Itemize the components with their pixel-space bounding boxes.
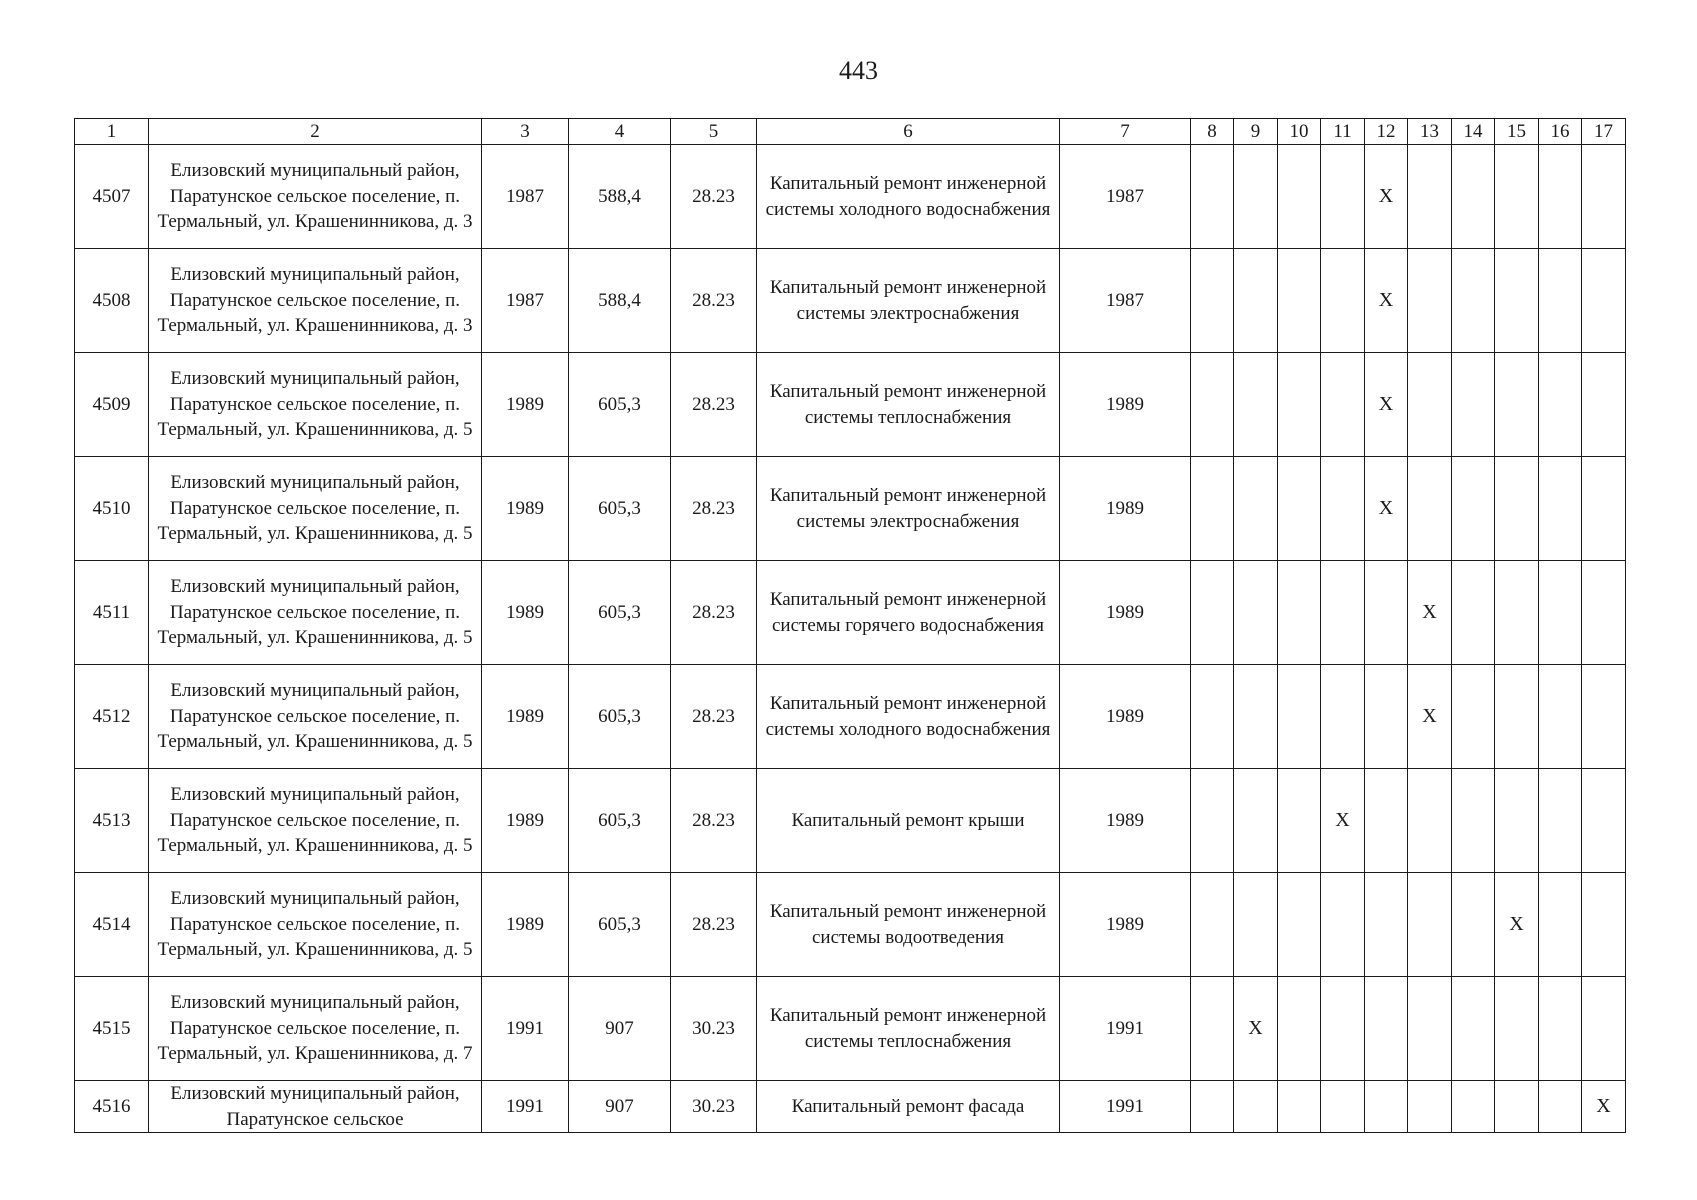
mark-cell-col-13: [1408, 1081, 1452, 1133]
mark-cell-col-10: [1278, 561, 1321, 665]
mark-cell-col-16: [1539, 873, 1582, 977]
row-number-cell: 4512: [75, 665, 149, 769]
column-header: 6: [757, 119, 1060, 145]
row-number-cell: 4507: [75, 145, 149, 249]
mark-cell-col-13: [1408, 977, 1452, 1081]
mark-cell-col-8: [1191, 457, 1234, 561]
mark-cell-col-12: [1365, 665, 1408, 769]
mark-cell-col-16: [1539, 977, 1582, 1081]
mark-cell-col-10: [1278, 249, 1321, 353]
table-row: [75, 977, 1626, 1081]
year-built-cell: 1991: [482, 977, 569, 1081]
mark-cell-col-11: [1321, 561, 1365, 665]
column-header: 9: [1234, 119, 1278, 145]
mark-cell-col-11: [1321, 457, 1365, 561]
mark-cell-col-8: [1191, 353, 1234, 457]
mark-cell-col-14: [1452, 145, 1495, 249]
row-number-cell: 4508: [75, 249, 149, 353]
row-number-cell: 4513: [75, 769, 149, 873]
table-row: [75, 249, 1626, 353]
mark-cell-col-15: [1495, 1081, 1539, 1133]
mark-cell-col-15: [1495, 457, 1539, 561]
column-7-cell: 1991: [1060, 1081, 1191, 1133]
capital-repair-table: [74, 118, 1626, 1133]
area-cell: 605,3: [569, 561, 671, 665]
mark-cell-col-15: [1495, 769, 1539, 873]
mark-cell-col-15: [1495, 353, 1539, 457]
mark-cell-col-12: [1365, 769, 1408, 873]
row-number-cell: 4510: [75, 457, 149, 561]
mark-cell-col-17: [1582, 873, 1626, 977]
column-header: 14: [1452, 119, 1495, 145]
mark-cell-col-17: [1582, 249, 1626, 353]
mark-cell-col-13: X: [1408, 665, 1452, 769]
mark-cell-col-9: [1234, 1081, 1278, 1133]
mark-cell-col-9: [1234, 873, 1278, 977]
table-row: [75, 353, 1626, 457]
column-7-cell: 1989: [1060, 873, 1191, 977]
mark-cell-col-8: [1191, 665, 1234, 769]
mark-cell-col-16: [1539, 249, 1582, 353]
address-cell: Елизовский муниципальный район, Паратунское сельское поселение, п. Термальный, ул. Крашенинникова, д. 3: [149, 145, 482, 249]
work-type-cell: Капитальный ремонт инженерной системы горячего водоснабжения: [757, 561, 1060, 665]
area-cell: 605,3: [569, 665, 671, 769]
address-cell: Елизовский муниципальный район, Паратунское сельское поселение, п. Термальный, ул. Крашенинникова, д. 5: [149, 457, 482, 561]
year-built-cell: 1989: [482, 873, 569, 977]
mark-cell-col-16: [1539, 457, 1582, 561]
work-type-cell: Капитальный ремонт инженерной системы холодного водоснабжения: [757, 145, 1060, 249]
mark-cell-col-15: [1495, 977, 1539, 1081]
mark-cell-col-9: [1234, 353, 1278, 457]
area-cell: 907: [569, 977, 671, 1081]
mark-cell-col-11: [1321, 353, 1365, 457]
column-header: 12: [1365, 119, 1408, 145]
column-header: 13: [1408, 119, 1452, 145]
mark-cell-col-9: [1234, 561, 1278, 665]
mark-cell-col-11: [1321, 1081, 1365, 1133]
year-built-cell: 1989: [482, 353, 569, 457]
mark-cell-col-15: [1495, 561, 1539, 665]
work-type-cell: Капитальный ремонт крыши: [757, 769, 1060, 873]
column-7-cell: 1989: [1060, 665, 1191, 769]
area-cell: 588,4: [569, 249, 671, 353]
mark-cell-col-10: [1278, 1081, 1321, 1133]
column-5-cell: 28.23: [671, 665, 757, 769]
mark-cell-col-12: X: [1365, 145, 1408, 249]
column-5-cell: 28.23: [671, 769, 757, 873]
mark-cell-col-17: [1582, 457, 1626, 561]
mark-cell-col-16: [1539, 561, 1582, 665]
address-cell: Елизовский муниципальный район, Паратунское сельское поселение, п. Термальный, ул. Крашенинникова, д. 5: [149, 873, 482, 977]
address-cell: Елизовский муниципальный район, Паратунское сельское поселение, п. Термальный, ул. Крашенинникова, д. 5: [149, 353, 482, 457]
address-cell: Елизовский муниципальный район, Паратунское сельское: [149, 1081, 482, 1133]
mark-cell-col-10: [1278, 665, 1321, 769]
mark-cell-col-14: [1452, 353, 1495, 457]
column-header: 4: [569, 119, 671, 145]
address-cell: Елизовский муниципальный район, Паратунское сельское поселение, п. Термальный, ул. Крашенинникова, д. 5: [149, 769, 482, 873]
mark-cell-col-13: [1408, 249, 1452, 353]
mark-cell-col-16: [1539, 145, 1582, 249]
column-header: 7: [1060, 119, 1191, 145]
mark-cell-col-17: [1582, 769, 1626, 873]
mark-cell-col-8: [1191, 873, 1234, 977]
table-row: [75, 873, 1626, 977]
mark-cell-col-12: X: [1365, 249, 1408, 353]
mark-cell-col-17: [1582, 977, 1626, 1081]
mark-cell-col-13: [1408, 457, 1452, 561]
mark-cell-col-11: [1321, 145, 1365, 249]
work-type-cell: Капитальный ремонт фасада: [757, 1081, 1060, 1133]
mark-cell-col-14: [1452, 1081, 1495, 1133]
work-type-cell: Капитальный ремонт инженерной системы водоотведения: [757, 873, 1060, 977]
mark-cell-col-17: [1582, 561, 1626, 665]
column-7-cell: 1989: [1060, 457, 1191, 561]
column-5-cell: 28.23: [671, 457, 757, 561]
year-built-cell: 1987: [482, 249, 569, 353]
column-header: 17: [1582, 119, 1626, 145]
mark-cell-col-10: [1278, 457, 1321, 561]
year-built-cell: 1989: [482, 769, 569, 873]
mark-cell-col-11: [1321, 977, 1365, 1081]
work-type-cell: Капитальный ремонт инженерной системы холодного водоснабжения: [757, 665, 1060, 769]
row-number-cell: 4509: [75, 353, 149, 457]
mark-cell-col-14: [1452, 249, 1495, 353]
mark-cell-col-17: [1582, 665, 1626, 769]
mark-cell-col-10: [1278, 977, 1321, 1081]
address-cell: Елизовский муниципальный район, Паратунское сельское поселение, п. Термальный, ул. Крашенинникова, д. 3: [149, 249, 482, 353]
mark-cell-col-13: [1408, 145, 1452, 249]
column-header: 15: [1495, 119, 1539, 145]
mark-cell-col-17: [1582, 145, 1626, 249]
mark-cell-col-13: [1408, 353, 1452, 457]
table-body: [75, 145, 1626, 1133]
mark-cell-col-12: [1365, 977, 1408, 1081]
mark-cell-col-9: [1234, 665, 1278, 769]
mark-cell-col-10: [1278, 873, 1321, 977]
work-type-cell: Капитальный ремонт инженерной системы электроснабжения: [757, 457, 1060, 561]
area-cell: 588,4: [569, 145, 671, 249]
mark-cell-col-10: [1278, 769, 1321, 873]
column-7-cell: 1987: [1060, 249, 1191, 353]
mark-cell-col-14: [1452, 665, 1495, 769]
address-cell: Елизовский муниципальный район, Паратунское сельское поселение, п. Термальный, ул. Крашенинникова, д. 5: [149, 665, 482, 769]
column-header: 1: [75, 119, 149, 145]
mark-cell-col-12: X: [1365, 353, 1408, 457]
mark-cell-col-11: X: [1321, 769, 1365, 873]
area-cell: 605,3: [569, 457, 671, 561]
mark-cell-col-14: [1452, 561, 1495, 665]
column-5-cell: 28.23: [671, 873, 757, 977]
mark-cell-col-9: [1234, 145, 1278, 249]
mark-cell-col-8: [1191, 145, 1234, 249]
table-row: [75, 769, 1626, 873]
mark-cell-col-17: [1582, 353, 1626, 457]
mark-cell-col-8: [1191, 769, 1234, 873]
column-header: 5: [671, 119, 757, 145]
mark-cell-col-9: [1234, 249, 1278, 353]
mark-cell-col-12: [1365, 1081, 1408, 1133]
mark-cell-col-15: [1495, 145, 1539, 249]
mark-cell-col-12: X: [1365, 457, 1408, 561]
table-row: [75, 561, 1626, 665]
work-type-cell: Капитальный ремонт инженерной системы электроснабжения: [757, 249, 1060, 353]
column-5-cell: 28.23: [671, 561, 757, 665]
mark-cell-col-13: [1408, 769, 1452, 873]
column-7-cell: 1991: [1060, 977, 1191, 1081]
year-built-cell: 1991: [482, 1081, 569, 1133]
row-number-cell: 4511: [75, 561, 149, 665]
mark-cell-col-13: [1408, 873, 1452, 977]
mark-cell-col-10: [1278, 353, 1321, 457]
row-number-cell: 4515: [75, 977, 149, 1081]
mark-cell-col-8: [1191, 561, 1234, 665]
mark-cell-col-11: [1321, 249, 1365, 353]
column-header: 16: [1539, 119, 1582, 145]
mark-cell-col-16: [1539, 769, 1582, 873]
mark-cell-col-14: [1452, 873, 1495, 977]
mark-cell-col-13: X: [1408, 561, 1452, 665]
mark-cell-col-9: [1234, 769, 1278, 873]
area-cell: 605,3: [569, 353, 671, 457]
column-header: 2: [149, 119, 482, 145]
column-header: 10: [1278, 119, 1321, 145]
header-row: [75, 119, 1626, 145]
page-number: 443: [839, 56, 878, 85]
table-row: [75, 145, 1626, 249]
work-type-cell: Капитальный ремонт инженерной системы теплоснабжения: [757, 353, 1060, 457]
table-row: [75, 665, 1626, 769]
mark-cell-col-12: [1365, 561, 1408, 665]
column-5-cell: 28.23: [671, 249, 757, 353]
column-header: 8: [1191, 119, 1234, 145]
column-header: 11: [1321, 119, 1365, 145]
mark-cell-col-15: [1495, 665, 1539, 769]
mark-cell-col-15: [1495, 249, 1539, 353]
mark-cell-col-10: [1278, 145, 1321, 249]
mark-cell-col-9: [1234, 457, 1278, 561]
mark-cell-col-8: [1191, 977, 1234, 1081]
table-row: [75, 1081, 1626, 1133]
mark-cell-col-11: [1321, 873, 1365, 977]
year-built-cell: 1989: [482, 665, 569, 769]
mark-cell-col-12: [1365, 873, 1408, 977]
column-7-cell: 1989: [1060, 769, 1191, 873]
area-cell: 605,3: [569, 873, 671, 977]
year-built-cell: 1989: [482, 457, 569, 561]
column-header: 3: [482, 119, 569, 145]
area-cell: 907: [569, 1081, 671, 1133]
year-built-cell: 1989: [482, 561, 569, 665]
row-number-cell: 4514: [75, 873, 149, 977]
mark-cell-col-17: X: [1582, 1081, 1626, 1133]
table-row: [75, 457, 1626, 561]
column-5-cell: 30.23: [671, 977, 757, 1081]
column-7-cell: 1989: [1060, 561, 1191, 665]
column-5-cell: 30.23: [671, 1081, 757, 1133]
column-7-cell: 1987: [1060, 145, 1191, 249]
mark-cell-col-8: [1191, 249, 1234, 353]
mark-cell-col-16: [1539, 353, 1582, 457]
mark-cell-col-15: X: [1495, 873, 1539, 977]
mark-cell-col-14: [1452, 457, 1495, 561]
column-5-cell: 28.23: [671, 353, 757, 457]
work-type-cell: Капитальный ремонт инженерной системы теплоснабжения: [757, 977, 1060, 1081]
year-built-cell: 1987: [482, 145, 569, 249]
mark-cell-col-16: [1539, 1081, 1582, 1133]
mark-cell-col-14: [1452, 769, 1495, 873]
mark-cell-col-16: [1539, 665, 1582, 769]
mark-cell-col-11: [1321, 665, 1365, 769]
row-number-cell: 4516: [75, 1081, 149, 1133]
mark-cell-col-8: [1191, 1081, 1234, 1133]
column-5-cell: 28.23: [671, 145, 757, 249]
mark-cell-col-9: X: [1234, 977, 1278, 1081]
address-cell: Елизовский муниципальный район, Паратунское сельское поселение, п. Термальный, ул. Крашенинникова, д. 5: [149, 561, 482, 665]
area-cell: 605,3: [569, 769, 671, 873]
address-cell: Елизовский муниципальный район, Паратунское сельское поселение, п. Термальный, ул. Крашенинникова, д. 7: [149, 977, 482, 1081]
mark-cell-col-14: [1452, 977, 1495, 1081]
column-7-cell: 1989: [1060, 353, 1191, 457]
